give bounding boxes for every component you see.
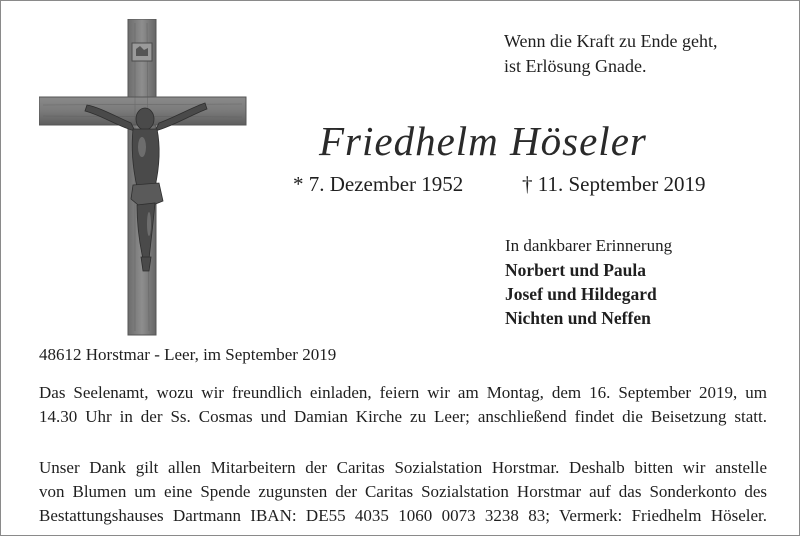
- thanks-notice: [39, 456, 767, 528]
- mourners-intro: In dankbarer Erinnerung: [505, 236, 673, 255]
- thanks-notice-line: Unser Dank gilt allen Mitarbeitern der Caritas Sozialstation Horstmar. Deshalb bitten wir anstelle: [39, 458, 767, 477]
- deceased-name: Friedhelm Höseler: [319, 118, 647, 164]
- mourner-name: Norbert und Paula: [505, 260, 646, 280]
- service-notice: [39, 381, 767, 429]
- place-date: 48612 Horstmar - Leer, im September 2019: [39, 345, 337, 364]
- crucifix-icon: [39, 19, 249, 339]
- mourner-name: Josef und Hildegard: [505, 284, 657, 304]
- thanks-notice-line: von Blumen um eine Spende zugunsten der Caritas Sozialstation Horstmar auf das Sonderkonto des: [39, 482, 767, 501]
- motto-line-1: Wenn die Kraft zu Ende geht,: [504, 31, 718, 51]
- mourners-block: [505, 234, 672, 330]
- motto: [504, 29, 717, 79]
- service-notice-line: Das Seelenamt, wozu wir freundlich einladen, feiern wir am Montag, dem 16. September 2019, um: [39, 383, 767, 402]
- thanks-notice-line: Bestattungshauses Dartmann IBAN: DE55 4035 1060 0073 3238 83; Vermerk: Friedhelm Höseler.: [39, 506, 767, 525]
- motto-line-2: ist Erlösung Gnade.: [504, 56, 647, 76]
- death-date: † 11. September 2019: [522, 172, 706, 196]
- birth-date: * 7. Dezember 1952: [293, 172, 464, 196]
- service-notice-line: 14.30 Uhr in der Ss. Cosmas und Damian Kirche zu Leer; anschließend findet die Beisetzung statt.: [39, 407, 767, 426]
- mourner-name: Nichten und Neffen: [505, 308, 651, 328]
